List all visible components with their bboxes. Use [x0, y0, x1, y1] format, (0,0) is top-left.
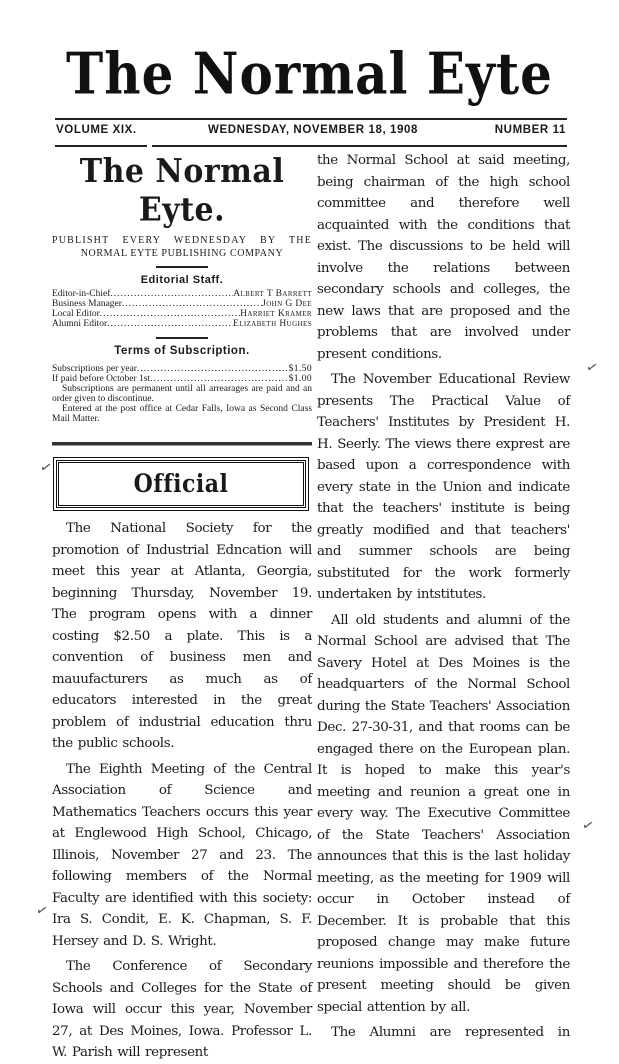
article-paragraph: The Conference of Secondary Schools and Colleges for the State of Iowa will occur this year, November 27, at Des Moines, Iowa. Professor L. W. Parish will represent: [52, 959, 312, 1060]
section-header-box: [56, 460, 306, 508]
staff-name: Albert T Barrett: [233, 289, 312, 299]
leader-dots: [110, 289, 233, 299]
check-mark-icon: ✓: [584, 358, 600, 378]
masthead-rule: [55, 118, 567, 120]
article-paragraph: The Alumni are represented in: [331, 1025, 570, 1040]
dateline-rule-right: [152, 145, 567, 147]
leader-dots: [107, 319, 233, 329]
article-paragraph: The November Educational Review presents The Practical Value of Teachers' Institutes by President H. H. Seerly. The views there exprest are based upon a correspondence with every state in the Union and indicate that the teachers' institute is being greatly modified and that teachers' and summer schools are being substituted for the work formerly undertaken by intstitutes.: [317, 372, 570, 602]
subscription-notice: Subscriptions are permanent until all arrearages are paid and an order given to discontinue.: [52, 384, 312, 404]
section-title: Official: [133, 469, 229, 499]
heavy-rule: [52, 442, 312, 446]
issue-date: WEDNESDAY, NOVEMBER 18, 1908: [208, 124, 419, 136]
issue-number: NUMBER 11: [494, 124, 566, 136]
staff-row: [52, 289, 312, 299]
staff-role: Editor-in-Chief: [52, 289, 111, 299]
staff-row: [52, 299, 312, 309]
leader-dots: [137, 364, 289, 374]
volume-label: VOLUME XIX.: [56, 124, 137, 136]
editorial-staff-heading: Editorial Staff.: [140, 274, 224, 286]
ornament-rule: [156, 266, 208, 268]
staff-role: Local Editor: [52, 309, 100, 319]
check-mark-icon: ✓: [38, 458, 54, 478]
article-paragraph: The Eighth Meeting of the Central Association of Science and Mathematics Teachers occurs this year at Englewood High School, Chicago, Illinois, November 27 and 23. The following members of the Normal Faculty are identified with this society: Ira S. Condit, E. K. Chapman, S. F. Hersey and D. S. Wright.: [52, 761, 312, 949]
subscription-row: [52, 374, 312, 384]
leader-dots: [100, 309, 240, 319]
staff-name: Harriet Kramer: [240, 309, 312, 319]
editorial-staff-list: [52, 289, 312, 329]
staff-name: John G Dee: [262, 299, 312, 309]
staff-row: [52, 309, 312, 319]
published-line-1: PUBLISHT EVERY WEDNESDAY BY THE: [52, 235, 312, 246]
article-paragraph: All old students and alumni of the Normal School are advised that The Savery Hotel at Des Moines is the headquarters of the Normal School during the State Teachers' Association Dec. 27-30-31, and that rooms can be engaged there on the European plan. It is hoped to make this year's meeting and reunion a great one in every way. The Executive Committee of the State Teachers' Association announces that this is the last holiday meeting, as the meeting for 1909 will occur in October instead of December. It is probable that this proposed change may make future reunions impossible and therefore the present meeting should be given special attention by all.: [317, 612, 570, 1015]
subscription-label: Subscriptions per year: [52, 364, 137, 374]
nameplate-title: The Normal Eyte.: [79, 152, 285, 230]
dateline-rule-left: [55, 145, 147, 147]
check-mark-icon: ✓: [580, 816, 596, 836]
subscription-price: $1.50: [288, 364, 312, 374]
staff-row: [52, 319, 312, 329]
subscription-heading: Terms of Subscription.: [114, 345, 250, 357]
dateline: [56, 124, 566, 140]
published-line-2: NORMAL EYTE PUBLISHING COMPANY: [80, 248, 284, 259]
subscription-price: $1.00: [288, 374, 312, 384]
right-column: [317, 150, 570, 1044]
left-column: [52, 150, 312, 1064]
staff-role: Business Manager: [52, 299, 122, 309]
subscription-label: If paid before October 1st: [52, 374, 151, 384]
staff-name: Elizabeth Hughes: [233, 319, 312, 329]
staff-role: Alumni Editor: [52, 319, 108, 329]
article-paragraph: The National Society for the promotion of Industrial Edncation will meet this year at Atlanta, Georgia, beginning Thursday, November 19. The program opens with a dinner costing $2.50 a plate. This is a convention of business men and mauufacturers as much as of educators interested in the great problem of industrial education thru the public schools.: [52, 521, 312, 751]
leader-dots: [150, 374, 288, 384]
section-divider: [156, 337, 208, 339]
subscription-row: [52, 364, 312, 374]
check-mark-icon: ✓: [34, 901, 50, 921]
article-paragraph: the Normal School at said meeting, being chairman of the high school committee and therefore well acquainted with the conditions that exist. The discussions to be held will involve the relations between secondary schools and colleges, the new laws that are proposed and the problems that are involved under present conditions.: [317, 153, 570, 362]
leader-dots: [122, 299, 262, 309]
postal-notice: Entered at the post office at Cedar Falls, Iowa as Second Class Mail Matter.: [52, 404, 312, 424]
masthead-title: The Normal Eyte: [66, 39, 553, 108]
